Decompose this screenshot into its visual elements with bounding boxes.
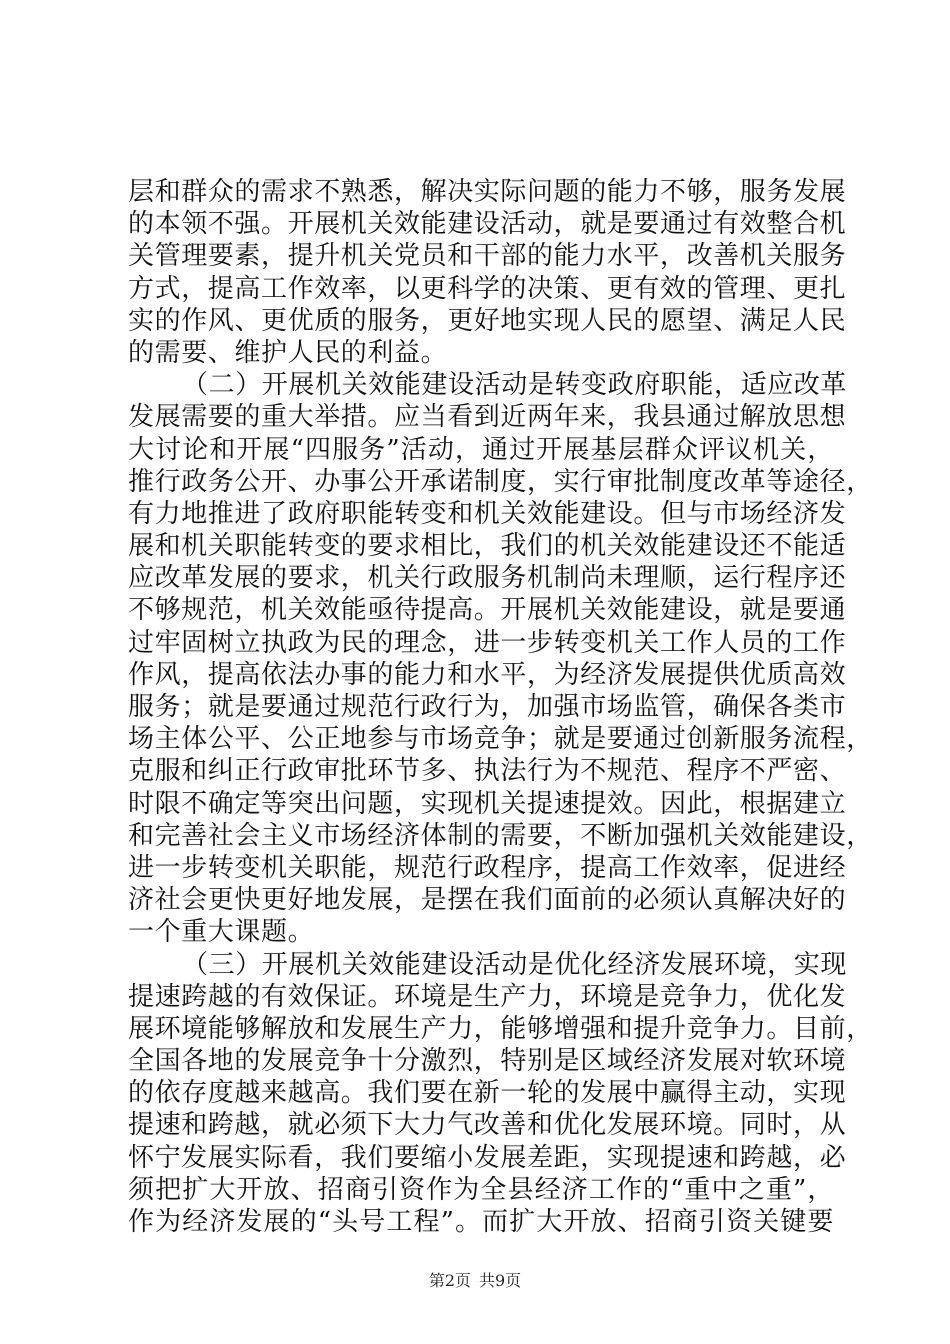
text-line: 关管理要素，提升机关党员和干部的能力水平，改善机关服务 <box>128 241 847 272</box>
paragraph-start-line: （二）开展机关效能建设活动是转变政府职能，适应改革 <box>182 370 848 401</box>
text-line: 层和群众的需求不熟悉，解决实际问题的能力不够，服务发展 <box>128 177 847 207</box>
text-line: 提速跨越的有效保证。环境是生产力，环境是竞争力，优化发 <box>128 981 847 1012</box>
text-line: 提速和跨越，就必须下大力气改善和优化发展环境。同时，从 <box>128 1110 847 1141</box>
text-line: 方式，提高工作效率，以更科学的决策、更有效的管理、更扎 <box>128 273 847 304</box>
text-line: 克服和纠正行政审批环节多、执法行为不规范、程序不严密、 <box>128 756 847 787</box>
text-line: 应改革发展的要求，机关行政服务机制尚未理顺，运行程序还 <box>128 563 847 594</box>
text-line: 展环境能够解放和发展生产力，能够增强和提升竞争力。目前， <box>128 1013 873 1044</box>
text-line: 和完善社会主义市场经济体制的需要，不断加强机关效能建设， <box>128 820 873 851</box>
document-body <box>128 176 873 1238</box>
text-line: 怀宁发展实际看，我们要缩小发展差距，实现提速和跨越，必 <box>128 1142 847 1173</box>
text-line: 时限不确定等突出问题，实现机关提速提效。因此，根据建立 <box>128 788 847 819</box>
text-line: 推行政务公开、办事公开承诺制度，实行审批制度改革等途径， <box>128 466 873 497</box>
text-line: 过牢固树立执政为民的理念，进一步转变机关工作人员的工作 <box>128 627 847 658</box>
text-line: 须把扩大开放、招商引资作为全县经济工作的“重中之重”， <box>128 1174 834 1205</box>
text-line: 大讨论和开展“四服务”活动，通过开展基层群众评议机关， <box>128 434 834 465</box>
text-line: 一个重大课题。 <box>128 917 315 948</box>
text-line: 作为经济发展的“头号工程”。而扩大开放、招商引资关键要 <box>128 1207 834 1237</box>
text-line: 的需要、维护人民的利益。 <box>128 337 448 368</box>
text-line: 实的作风、更优质的服务，更好地实现人民的愿望、满足人民 <box>128 305 847 336</box>
text-line: 不够规范，机关效能亟待提高。开展机关效能建设，就是要通 <box>128 595 847 626</box>
text-line: 有力地推进了政府职能转变和机关效能建设。但与市场经济发 <box>128 498 847 529</box>
page-footer <box>0 1271 950 1291</box>
page-total: 共9页 <box>479 1271 522 1290</box>
text-line: 场主体公平、公正地参与市场竞争；就是要通过创新服务流程， <box>128 724 873 755</box>
page-number: 第2页 <box>428 1271 471 1290</box>
text-line: 的本领不强。开展机关效能建设活动，就是要通过有效整合机 <box>128 209 847 240</box>
text-line: 作风，提高依法办事的能力和水平，为经济发展提供优质高效 <box>128 659 847 690</box>
text-line: 济社会更快更好地发展，是摆在我们面前的必须认真解决好的 <box>128 885 847 916</box>
text-line: 的依存度越来越高。我们要在新一轮的发展中赢得主动，实现 <box>128 1078 847 1109</box>
paragraph-start-line: （三）开展机关效能建设活动是优化经济发展环境，实现 <box>182 949 848 980</box>
text-line: 服务；就是要通过规范行政行为，加强市场监管，确保各类市 <box>128 692 847 722</box>
text-line: 全国各地的发展竞争十分激烈，特别是区域经济发展对软环境 <box>128 1046 847 1077</box>
text-line: 进一步转变机关职能，规范行政程序，提高工作效率，促进经 <box>128 852 847 883</box>
text-line: 发展需要的重大举措。应当看到近两年来，我县通过解放思想 <box>128 402 847 433</box>
text-line: 展和机关职能转变的要求相比，我们的机关效能建设还不能适 <box>128 531 847 562</box>
